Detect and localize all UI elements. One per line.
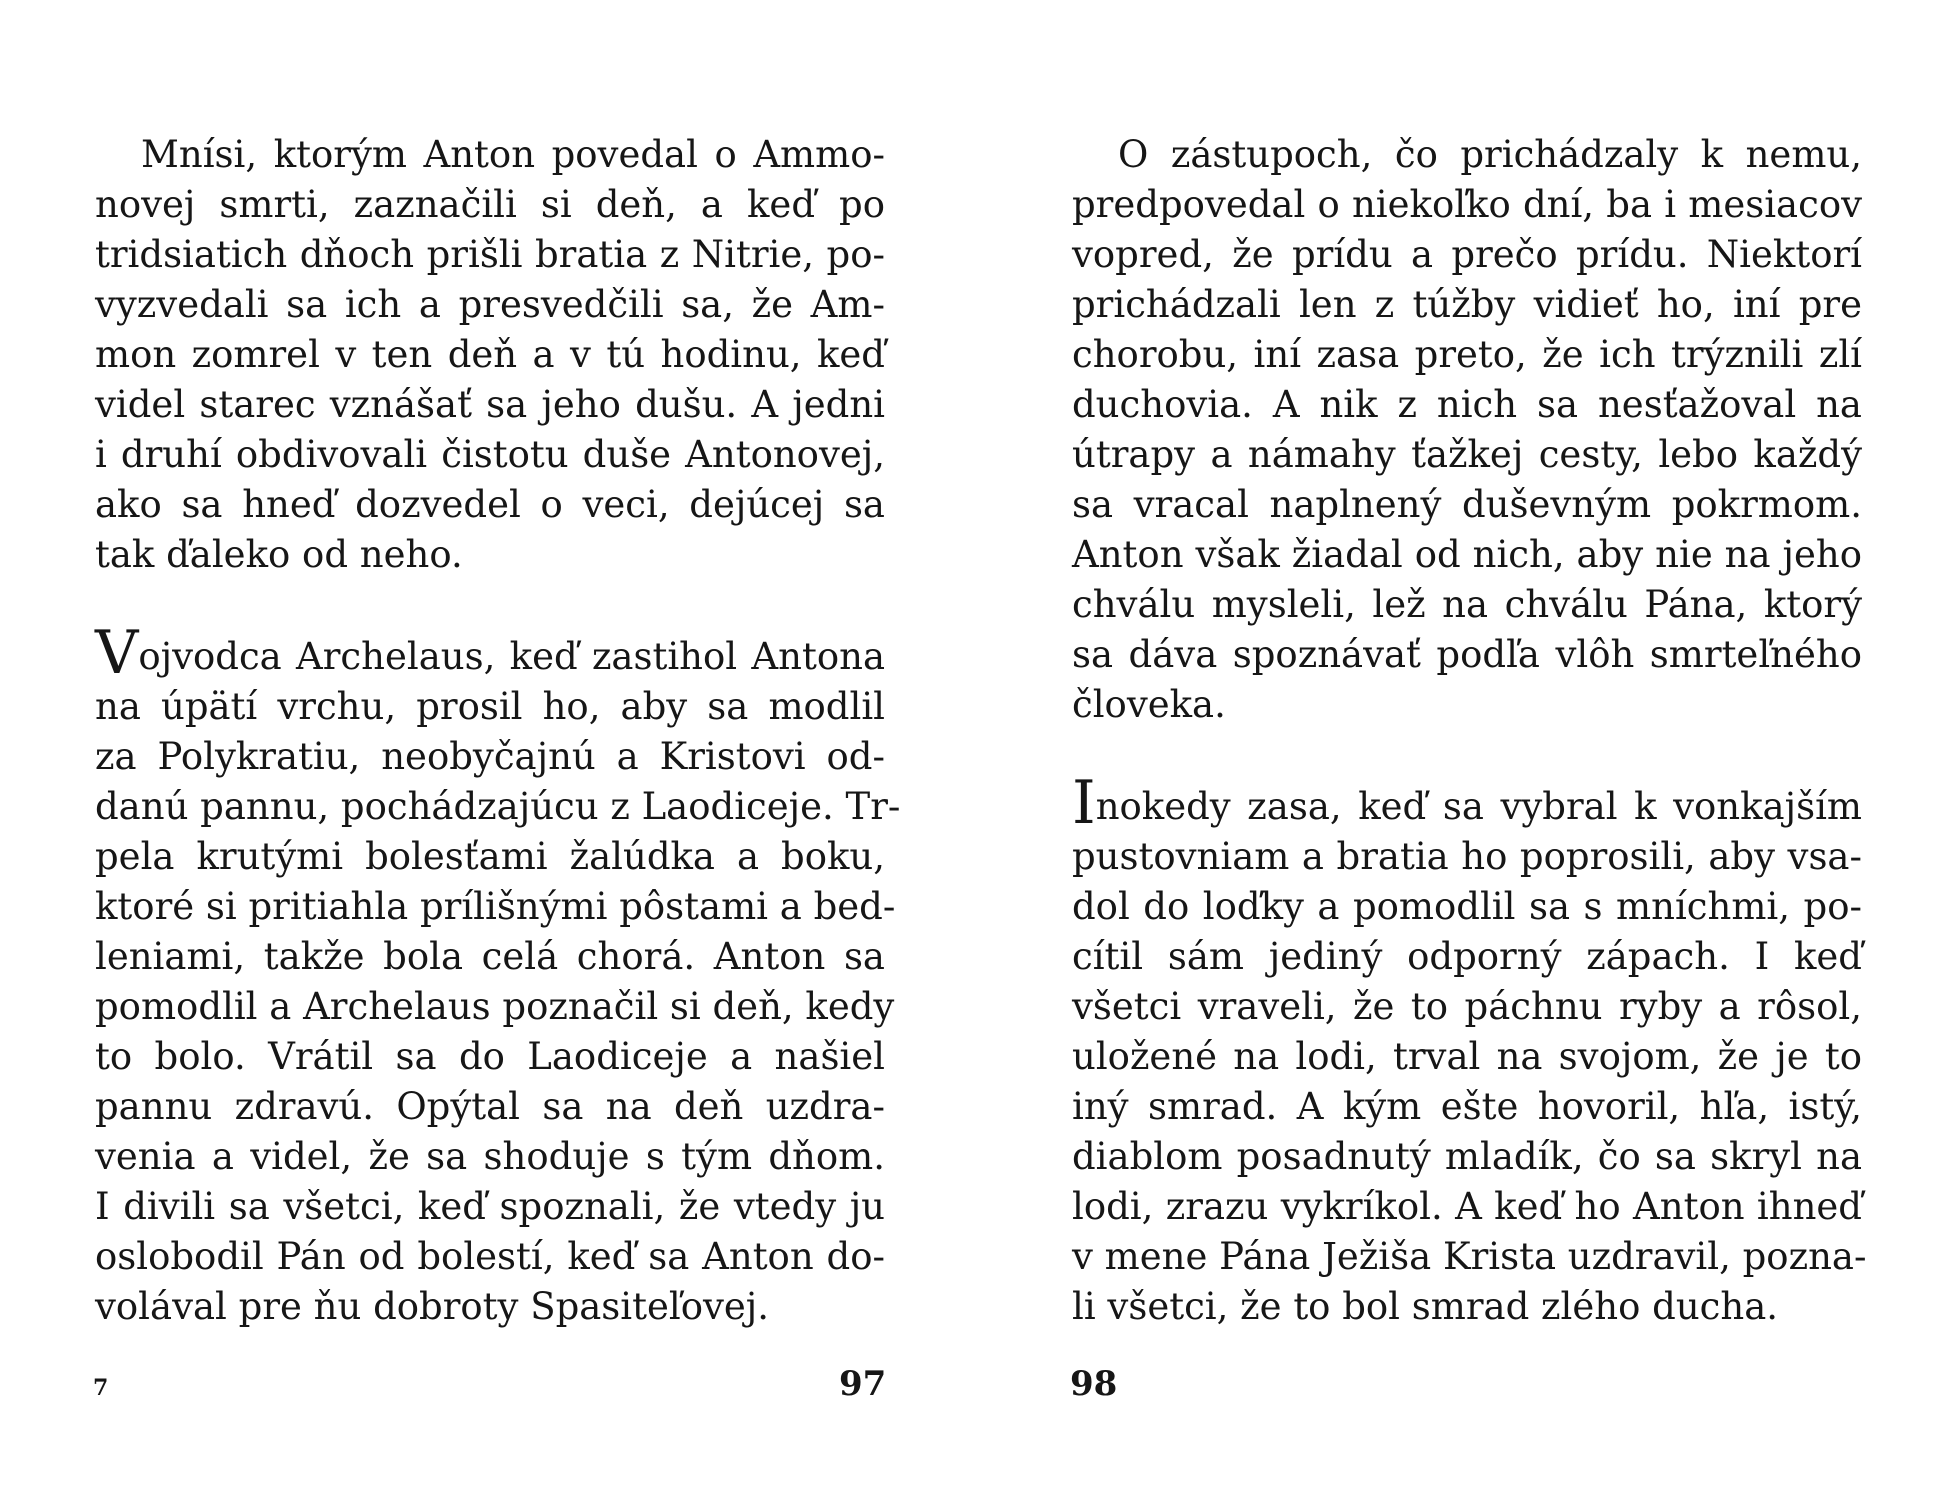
right-paragraph-1 [1072, 130, 1862, 730]
initial-letter: I [1072, 768, 1096, 838]
left-page [95, 130, 901, 1410]
text-line: sa dáva spoznávať podľa vlôh smrteľného [1072, 633, 1862, 676]
text-line: i druhí obdivovali čistotu duše Antonovej, [95, 433, 885, 476]
text-line: venia a videl, že sa shoduje s tým dňom. [95, 1135, 885, 1178]
text-line: mon zomrel v ten deň a v tú hodinu, keď [95, 333, 885, 376]
text-line: chválu mysleli, lež na chválu Pána, ktorý [1072, 583, 1862, 626]
text-line: uložené na lodi, trval na svojom, že je to [1072, 1035, 1862, 1078]
text-line: leniami, takže bola celá chorá. Anton sa [95, 935, 885, 978]
right-paragraph-2 [1072, 768, 1867, 1332]
text-line: cítil sám jediný odporný zápach. I keď [1072, 935, 1862, 978]
text-line: tridsiatich dňoch prišli bratia z Nitrie, po- [95, 233, 885, 276]
text-line: lodi, zrazu vykríkol. A keď ho Anton ihneď [1072, 1185, 1862, 1228]
text-line: danú pannu, pochádzajúcu z Laodiceje. Tr- [95, 785, 901, 828]
text-line: Anton však žiadal od nich, aby nie na jeho [1072, 533, 1862, 576]
text-line: sa vracal naplnený duševným pokrmom. [1072, 483, 1862, 526]
text-line: pannu zdravú. Opýtal sa na deň uzdra- [95, 1085, 885, 1128]
text-line: I divili sa všetci, keď spoznali, že vtedy ju [95, 1185, 885, 1228]
text-line: to bolo. Vrátil sa do Laodiceje a našiel [95, 1035, 885, 1078]
text-line: za Polykratiu, neobyčajnú a Kristovi od- [95, 735, 885, 778]
text-line: človeka. [1072, 683, 1226, 726]
text-line: O zástupoch, čo prichádzaly k nemu, [1118, 133, 1862, 176]
text-line: tak ďaleko od neho. [95, 533, 463, 576]
text-line: pustovniam a bratia ho poprosili, aby vsa- [1072, 835, 1862, 878]
text-line: oslobodil Pán od bolestí, keď sa Anton do- [95, 1235, 885, 1278]
text-line-with-initial [1072, 768, 1862, 838]
text-line: prichádzali len z túžby vidieť ho, iní pre [1072, 283, 1862, 326]
text-line: duchovia. A nik z nich sa nesťažoval na [1072, 383, 1862, 426]
first-line-text: ojvodca Archelaus, keď zastihol Antona [138, 635, 885, 678]
text-line: li všetci, že to bol smrad zlého ducha. [1072, 1285, 1779, 1328]
page-number-right: 98 [1070, 1364, 1118, 1404]
text-line: ako sa hneď dozvedel o veci, dejúcej sa [95, 483, 885, 526]
text-line-with-initial [95, 618, 885, 688]
first-line-text: nokedy zasa, keď sa vybral k vonkajším [1095, 785, 1862, 828]
right-page [1072, 130, 1867, 1410]
text-line: predpovedal o niekoľko dní, ba i mesiacov [1072, 183, 1862, 226]
text-line: ktoré si pritiahla prílišnými pôstami a bed- [95, 885, 896, 928]
text-line: útrapy a námahy ťažkej cesty, lebo každý [1072, 433, 1862, 476]
text-line: všetci vraveli, že to páchnu ryby a rôsol, [1072, 985, 1862, 1028]
text-line: Mnísi, ktorým Anton povedal o Ammo- [141, 133, 885, 176]
text-line: vopred, že prídu a prečo prídu. Niektorí [1072, 233, 1862, 276]
left-paragraph-2 [95, 618, 901, 1332]
text-line: volával pre ňu dobroty Spasiteľovej. [95, 1285, 770, 1328]
text-line: diablom posadnutý mladík, čo sa skryl na [1072, 1135, 1862, 1178]
text-line: v mene Pána Ježiša Krista uzdravil, pozna- [1072, 1235, 1867, 1278]
signature-mark: 7 [93, 1375, 109, 1401]
text-line: iný smrad. A kým ešte hovoril, hľa, istý, [1072, 1085, 1862, 1128]
text-line: novej smrti, zaznačili si deň, a keď po [95, 183, 885, 226]
text-line: vyzvedali sa ich a presvedčili sa, že Am- [95, 283, 885, 326]
text-line: dol do loďky a pomodlil sa s mníchmi, po- [1072, 885, 1862, 928]
initial-letter: V [95, 618, 139, 688]
text-line: chorobu, iní zasa preto, že ich trýznili zlí [1072, 333, 1862, 376]
text-line: na úpätí vrchu, prosil ho, aby sa modlil [95, 685, 885, 728]
text-line: pomodlil a Archelaus poznačil si deň, kedy [95, 985, 895, 1028]
page-number-left: 97 [839, 1364, 887, 1404]
text-line: videl starec vznášať sa jeho dušu. A jedni [95, 383, 885, 426]
text-line: pela krutými bolesťami žalúdka a boku, [95, 835, 885, 878]
left-paragraph-1 [95, 130, 885, 580]
